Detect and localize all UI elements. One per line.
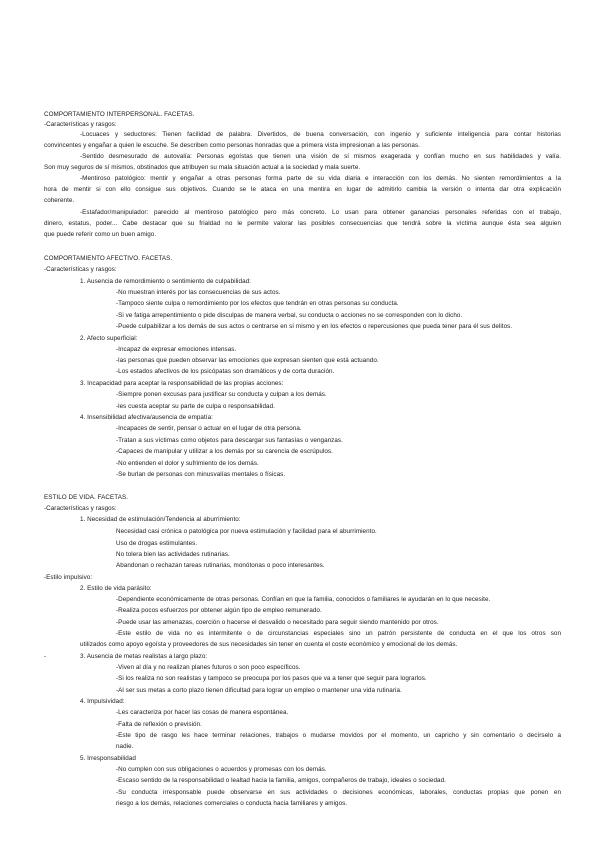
list-subitem: -Si ve fatiga arrepentimiento o pide disculpas de manera verbal, su conducta o acciones no se corresponden con lo dicho. — [116, 312, 463, 319]
list-subitem: -Incapaces de sentir, pensar o actuar en el lugar de otra persona. — [116, 425, 302, 432]
list-subitem: -Tampoco siente culpa o remordimiento por los efectos que tendrán en otras personas su conducta. — [116, 300, 399, 307]
list-subitem-continued: riesgo a los demás, relaciones comerciales o conducta hacia familiares y amigos. — [116, 800, 348, 807]
paragraph-line: que puede referir como un buen amigo. — [44, 231, 157, 238]
list-item: 4. Insensibilidad afectiva/ausencia de empatía: — [80, 414, 213, 421]
section-title-estilo-de-vida: ESTILO DE VIDA. FACETAS. — [44, 494, 129, 501]
list-subitem: -Incapaz de expresar emociones intensas. — [116, 346, 237, 353]
paragraph-line: -Estafador/manipulador: parecido al mentiroso patológico pero más concreto. Lo usan para obtener ganancias personales referidas con el trabajo, — [80, 209, 561, 216]
list-subitem: Necesidad casi crónica o patológica por nueva estimulación y facilidad para el aburrimiento. — [116, 528, 377, 535]
list-subitem: Abandonan o rechazan tareas rutinarias, monótonas o poco interesantes. — [116, 562, 325, 569]
list-subitem: -Puede usar las amenazas, coerción o hacerse el desvalido o necesitado para seguir siendo mantenido por otros. — [116, 619, 439, 626]
list-item: 1. Necesidad de estimulación/Tendencia al aburrimiento: — [80, 516, 241, 523]
paragraph-line: -Sentido desmesurado de autovalía: Personas egoístas que tienen una visión de sí mismos exagerada y confían mucho en sus habilidades y valía. — [80, 153, 561, 160]
list-item: 3. Ausencia de metas realistas a largo plazo: — [80, 653, 208, 660]
list-item: 2. Afecto superficial: — [80, 335, 138, 342]
list-subitem: -No entienden el dolor y sufrimiento de los demás. — [116, 460, 259, 467]
list-item: 2. Estilo de vida parásito: — [80, 585, 152, 592]
list-subitem: -Puede culpabilizar a los demás de sus actos o centrarse en sí mismo y en los efectos o repercusiones que pueda tener para él sus delitos. — [116, 323, 513, 330]
list-subitem: -Tratan a sus víctimas como objetos para descargar sus fantasías o venganzas. — [116, 437, 343, 444]
paragraph-line: dinero, estatus, poder... Cabe destacar que su frialdad no le permite valorar las posibles consecuencias que tendrá sobre la víctima aunque ésta sea alguien — [44, 220, 561, 227]
list-subitem: -Si los realiza no son realistas y tampoco se preocupa por los pasos que va a tener que seguir para lograrlos. — [116, 675, 427, 682]
list-subitem: Uso de drogas estimulantes. — [116, 540, 198, 547]
paragraph-line: hora de mentir si con ello consigue sus objetivos. Cuando se le ataca en una mentira en lugar de admitirlo cambia la versión o intenta dar otra explicación — [44, 186, 561, 193]
list-subitem: -Este tipo de rasgo les hace terminar relaciones, trabajos o mudarse movidos por el momento, un capricho y sin comentario o decírselo a — [116, 732, 561, 739]
list-subitem: -Los estados afectivos de los psicópatas son dramáticos y de corta duración. — [116, 368, 335, 375]
list-subitem: -Falta de reflexión o previsión. — [116, 721, 202, 728]
list-subitem: -No muestran interés por las consecuencias de sus actos. — [116, 289, 281, 296]
section-title-afectivo: COMPORTAMIENTO AFECTIVO. FACETAS. — [44, 255, 173, 262]
list-subitem: -las personas que pueden observar las emociones que expresan sienten que está actuando. — [116, 357, 379, 364]
section-subtitle: -Características y rasgos: — [44, 121, 117, 128]
list-subitem: -Viven al día y no realizan planes futuros o son poco específicos. — [116, 664, 301, 671]
section-subtitle: -Características y rasgos: — [44, 505, 117, 512]
list-subitem: No tolera bien las actividades rutinarias. — [116, 551, 230, 558]
list-subitem: -Se burlan de personas con minusvalías mentales o físicas. — [116, 471, 286, 478]
list-subitem: -Al ser sus metas a corto plazo tienen dificultad para lograr un empleo o mantener una vida rutinaria. — [116, 687, 402, 694]
list-subitem: -Escaso sentido de la responsabilidad o lealtad hacia la familia, amigos, compañeros de trabajo, ideales o sociedad. — [116, 777, 446, 784]
section-subtitle: -Características y rasgos: — [44, 266, 117, 273]
list-subitem: -Capaces de manipular y utilizar a los demás por su carencia de escrúpulos. — [116, 448, 333, 455]
list-subitem: -les cuesta aceptar su parte de culpa o responsabilidad. — [116, 403, 275, 410]
paragraph-line: -Mentiroso patológico: mentir y engañar a otras personas forma parte de su vida diaria e interacción con los demás. No sienten remordimientos a la — [80, 175, 561, 182]
section-title-interpersonal: COMPORTAMIENTO INTERPERSONAL. FACETAS. — [44, 111, 195, 118]
list-subitem: -Les caracteriza por hacer las cosas de manera espontánea. — [116, 709, 289, 716]
list-item: 3. Incapacidad para aceptar la responsabilidad de las propias acciones: — [80, 380, 284, 387]
list-item: 4. Impulsividad: — [80, 698, 125, 705]
list-item: 1. Ausencia de remordimiento o sentimiento de culpabilidad: — [80, 278, 251, 285]
list-subitem: -Este estilo de vida no es intermitente o de circunstancias especiales sino un patrón persistente de conducta en el que los otros son — [116, 630, 561, 637]
paragraph-line: convincentes y engañar a quien le escuche. Se describen como personas honradas que a primera vista impresionan a las personas. — [44, 142, 420, 149]
list-subitem-continued: utilizados como apoyo egoísta y proveedores de sus necesidades sin tener en cuenta el coste económico y emocional de los demás. — [80, 641, 458, 648]
paragraph-line: -Locuaces y seductores: Tienen facilidad de palabra. Divertidos, de buena conversación, con ingenio y suficiente inteligencia para contar historias — [80, 131, 561, 138]
list-subitem: -Dependiente económicamente de otras personas. Confían en que la familia, conocidos o familiares le ayudarán en lo que necesite. — [116, 596, 491, 603]
section-subtitle: -Estilo impulsivo: — [44, 574, 93, 581]
list-subitem: -No cumplen con sus obligaciones o acuerdos y promesas con los demás. — [116, 766, 327, 773]
list-subitem-continued: nadie. — [116, 743, 134, 750]
list-subitem: -Siempre ponen excusas para justificar su conducta y culpan a los demás. — [116, 391, 327, 398]
paragraph-line: Son muy seguros de sí mismos, obstinados que atribuyen su mala situación actual a la sociedad y mala suerte. — [44, 164, 361, 171]
list-subitem: -Realiza pocos esfuerzos por obtener algún tipo de empleo remunerado. — [116, 607, 322, 614]
stray-dash: - — [44, 653, 47, 660]
list-subitem: -Su conducta irresponsable puede observarse en sus actividades o decisiones económicas, laborales, conductas propias que ponen en — [116, 789, 561, 796]
paragraph-line: coherente. — [44, 197, 75, 204]
list-item: 5. Irresponsabilidad — [80, 755, 136, 762]
